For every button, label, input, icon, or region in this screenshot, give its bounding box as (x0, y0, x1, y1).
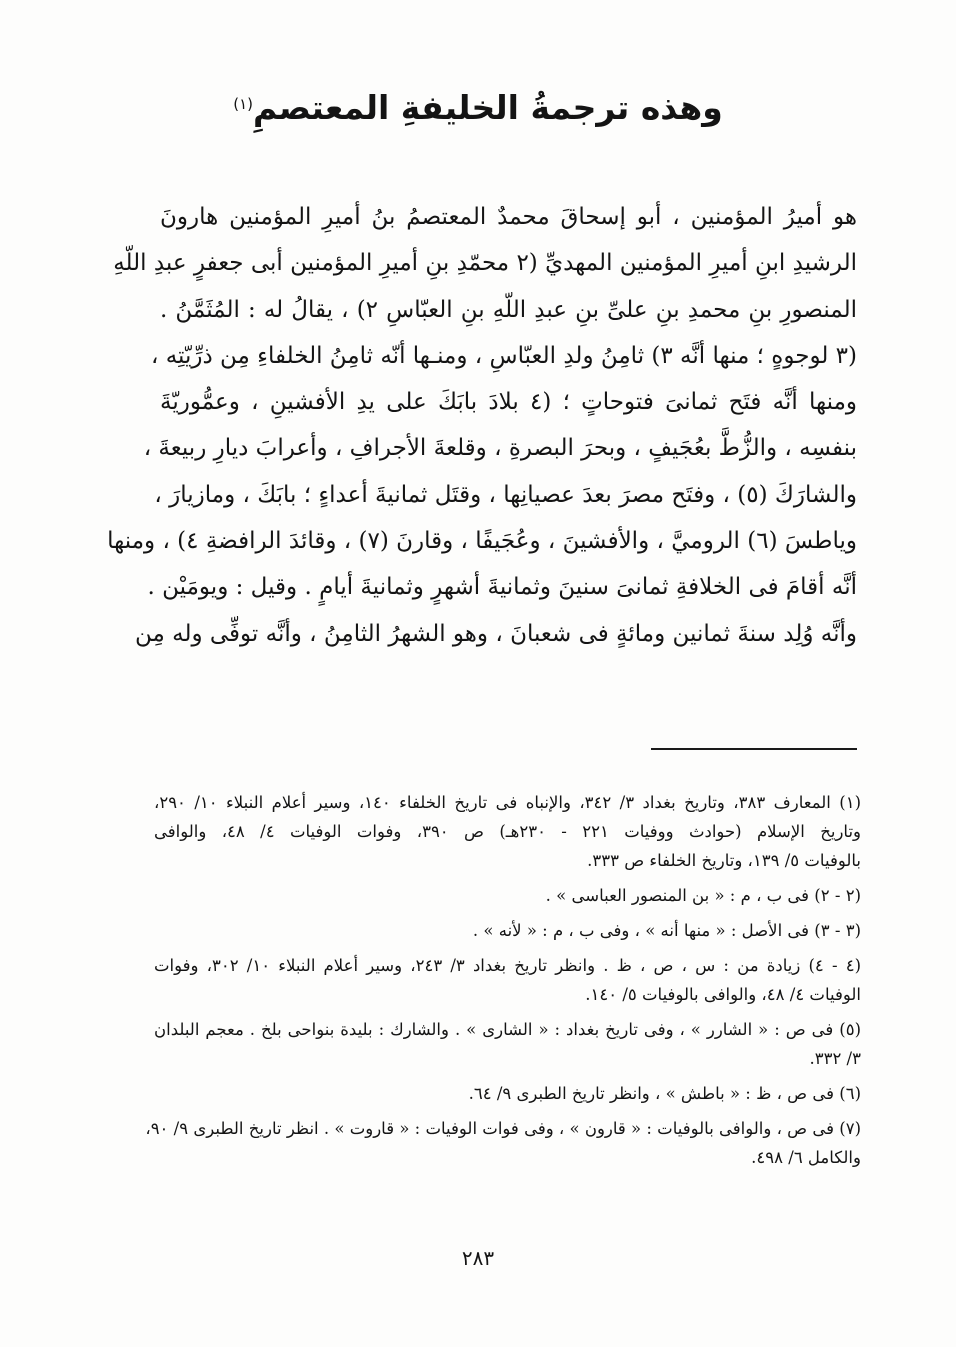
body-line: ومنها أنَّه فتَح ثمانىَ فتوحاتٍ ؛ (٤ بلادَ بابَكَ على يدِ الأفشينِ ، وعمُّوريّةَ (160, 389, 857, 416)
title-text: وهذه ترجمةُ الخليفةِ المعتصمِ (253, 88, 723, 127)
title-footnote-marker: (١) (233, 95, 253, 113)
footnote-line: (٥) فى ص : « الشارر » ، وفى تاريخ بغداد : « الشارى » . والشارك : بليدة بنواحى بلخ . معجم البلدان (154, 1020, 861, 1039)
body-line: هو أميرُ المؤمنين ، أبو إسحاقَ محمدٌ المعتصمُ بنُ أميرِ المؤمنين هارونَ (160, 204, 857, 230)
footnote-5 (154, 1015, 861, 1073)
footnote-separator (651, 748, 857, 750)
footnote-line: بالوفيات ٥/ ١٣٩، وتاريخ الخلفاء ص ٣٣٣. (587, 851, 861, 870)
body-line: بنفسِه ، والزُّطَّ بعُجَيفٍ ، وبحرَ البصرةِ ، وقلعةَ الأجرافِ ، وأعرابَ ديارِ ربيعةَ ، (143, 435, 857, 462)
footnote-line: (٢ - ٢) فى ب ، م : « بن المنصور العباسى » . (545, 886, 861, 905)
footnote-line: (٦) فى ص ، ظ : « باطش » ، وانظر تاريخ الطبرى ٩/ ٦٤. (468, 1084, 861, 1103)
footnotes (145, 788, 862, 1178)
footnote-6 (154, 1079, 861, 1108)
page-number: ٢٨٣ (461, 1246, 495, 1270)
body-line: أنَّه أقامَ فى الخلافةِ ثمانىَ سنينَ وثمانيةَ أشهرٍ وثمانيةَ أيامٍ . وقيل : ويومَيْن . (147, 574, 857, 601)
footnote-line: (١) المعارف ٣٨٣، وتاريخ بغداد ٣/ ٣٤٢، والإنباه فى تاريخ الخلفاء ١٤٠، وسير أعلام النبلاء ١٠/ ٢٩٠، (154, 793, 861, 812)
footnote-line: (٤ - ٤) زيادة من : س ، ص ، ظ . وانظر تاريخ بغداد ٣/ ٢٤٣، وسير أعلام النبلاء ١٠/ ٣٠٢، وفوات (154, 956, 861, 975)
body-line: وياطسَ (٦) الروميَّ ، والأفشينَ ، وعُجَيفًا ، وقارنَ (٧) ، وقائدَ الرافضةِ ٤) ، ومنها (107, 528, 857, 555)
footnote-3 (154, 916, 861, 945)
body-line: وأنَّه وُلِد سنةَ ثمانين ومائةٍ فى شعبانَ ، وهو الشهرُ الثامِنُ ، وأنَّه توفِّى وله مِن (134, 620, 857, 647)
footnote-line: الوفيات ٤/ ٤٨، والوافى بالوفيات ٥/ ١٤٠. (585, 985, 861, 1004)
footnote-line: وتاريخ الإسلام (حوادث ووفيات ٢٢١ - ٢٣٠هـ) ص ٣٩٠، وفوات الوفيات ٤/ ٤٨، والوافى (154, 822, 862, 841)
footnote-2 (154, 881, 861, 910)
footnote-line: ٣/ ٣٣٢. (809, 1049, 861, 1068)
body-line: والشارَكَ (٥) ، وفتَح مصرَ بعدَ عصيانِها ، وقتَل ثمانيةَ أعداءٍ ؛ بابَكَ ، ومازيارَ ، (154, 481, 857, 508)
footnote-7 (145, 1114, 861, 1172)
footnote-line: والكامل ٦/ ٤٩٨. (751, 1148, 861, 1167)
body-line: المنصورِ بنِ محمدِ بنِ علىِّ بنِ عبدِ اللّهِ بنِ العبّاسِ ٢) ، يقالُ له : المُثَمَّنُ . (160, 296, 857, 323)
footnote-1 (154, 788, 861, 875)
footnote-4 (154, 951, 861, 1009)
body-line: الرشيدِ ابنِ أميرِ المؤمنين المهديِّ (٢ محمّدِ بنِ أميرِ المؤمنين أبى جعفرٍ عبدِ اللّهِ (113, 250, 857, 277)
footnote-line: (٧) فى ص ، والوافى بالوفيات : « قارون » ، وفى فوات الوفيات : « قاروت » . انظر تاريخ الطبرى ٩/ ٩٠، (145, 1119, 861, 1138)
body-line: (٣ لوجوهٍ ؛ منها أنَّه ٣) ثامِنُ ولدِ العبّاسِ ، ومنـها أنّه ثامِنُ الخلفاءِ مِن ذرِّيّتِه ، (150, 342, 857, 369)
footnote-line: (٣ - ٣) فى الأصل : « منها أنه » ، وفى ب ، م : « لأنه » . (472, 921, 861, 940)
page-title (120, 82, 836, 134)
body-text (107, 194, 857, 657)
